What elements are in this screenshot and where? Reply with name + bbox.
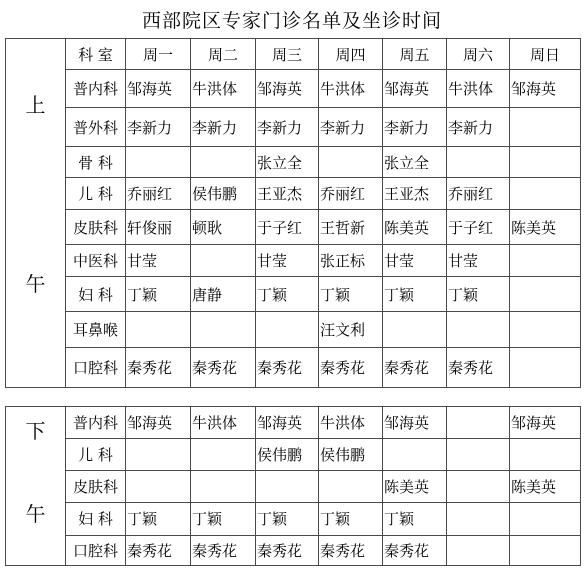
doctor-cell: 唐静 [191,277,256,312]
department-cell: 口腔科 [66,348,126,388]
doctor-cell: 秦秀花 [383,535,447,565]
afternoon-schedule-table [5,406,581,566]
doctor-cell: 丁颖 [126,503,191,535]
department-header: 科 室 [66,39,126,70]
doctor-cell: 李新力 [319,108,383,147]
department-cell: 皮肤科 [66,210,126,245]
doctor-cell: 秦秀花 [319,535,383,565]
department-cell: 普内科 [66,70,126,108]
doctor-cell [447,407,510,439]
doctor-cell: 乔丽红 [126,178,191,210]
doctor-cell: 王哲新 [319,210,383,245]
doctor-cell: 邹海英 [126,407,191,439]
doctor-cell [510,277,581,312]
doctor-cell: 侯伟鹏 [256,439,319,470]
weekday-header: 周三 [256,39,319,70]
doctor-cell: 邹海英 [126,70,191,108]
schedule-row [6,312,581,348]
doctor-cell: 李新力 [447,108,510,147]
doctor-cell: 甘莹 [447,245,510,277]
doctor-cell [256,470,319,502]
doctor-cell: 王亚杰 [383,178,447,210]
doctor-cell: 秦秀花 [191,535,256,565]
doctor-cell: 秦秀花 [319,348,383,388]
doctor-cell [510,312,581,348]
weekday-header: 周五 [383,39,447,70]
schedule-row [6,210,581,245]
schedule-row [6,348,581,388]
period-cell [6,407,66,566]
doctor-cell [510,108,581,147]
weekday-header: 周日 [510,39,581,70]
doctor-cell: 丁颖 [383,277,447,312]
doctor-cell [191,470,256,502]
doctor-cell: 陈美英 [510,470,581,502]
doctor-cell [191,147,256,178]
doctor-cell: 张立全 [383,147,447,178]
doctor-cell: 张立全 [256,147,319,178]
doctor-cell: 丁颖 [383,503,447,535]
page-title: 西部院区专家门诊名单及坐诊时间 [141,10,442,32]
schedule-row [6,178,581,210]
doctor-cell: 丁颖 [319,277,383,312]
doctor-cell: 邹海英 [510,70,581,108]
department-cell: 口腔科 [66,535,126,565]
weekday-header: 周二 [191,39,256,70]
doctor-cell: 陈美英 [383,210,447,245]
period-label-bottom: 午 [25,272,46,296]
doctor-cell: 秦秀花 [447,348,510,388]
department-cell: 妇 科 [66,503,126,535]
doctor-cell [447,312,510,348]
doctor-cell: 丁颖 [447,277,510,312]
doctor-cell: 汪文利 [319,312,383,348]
period-label-top: 上 [25,93,46,117]
doctor-cell: 秦秀花 [126,535,191,565]
doctor-cell: 李新力 [126,108,191,147]
department-cell: 妇 科 [66,277,126,312]
doctor-cell: 乔丽红 [447,178,510,210]
doctor-cell: 侯伟鹏 [319,439,383,470]
doctor-cell: 乔丽红 [319,178,383,210]
doctor-cell: 牛洪体 [447,70,510,108]
department-cell: 中医科 [66,245,126,277]
doctor-cell: 甘莹 [383,245,447,277]
doctor-cell: 丁颖 [256,277,319,312]
schedule-row [6,407,581,439]
doctor-cell: 秦秀花 [256,348,319,388]
department-cell: 普内科 [66,407,126,439]
doctor-cell: 牛洪体 [191,70,256,108]
doctor-cell: 顿耿 [191,210,256,245]
doctor-cell: 邹海英 [510,407,581,439]
doctor-cell [510,348,581,388]
doctor-cell: 邹海英 [383,70,447,108]
doctor-cell: 邹海英 [256,70,319,108]
doctor-cell: 于子红 [256,210,319,245]
doctor-cell [126,312,191,348]
doctor-cell [510,178,581,210]
department-cell: 耳鼻喉 [66,312,126,348]
period-cell [6,39,66,388]
doctor-cell: 秦秀花 [256,535,319,565]
doctor-cell: 丁颖 [256,503,319,535]
doctor-cell [383,439,447,470]
schedule-row [6,470,581,502]
doctor-cell: 牛洪体 [319,407,383,439]
department-cell: 皮肤科 [66,470,126,502]
doctor-cell [126,147,191,178]
schedule-row [6,503,581,535]
schedule-row [6,147,581,178]
doctor-cell: 牛洪体 [319,70,383,108]
doctor-cell [191,245,256,277]
doctor-cell: 丁颖 [126,277,191,312]
doctor-cell [319,470,383,502]
doctor-cell: 张正标 [319,245,383,277]
department-cell: 普外科 [66,108,126,147]
doctor-cell [191,312,256,348]
doctor-cell: 秦秀花 [191,348,256,388]
doctor-cell: 王亚杰 [256,178,319,210]
doctor-cell: 丁颖 [191,503,256,535]
weekday-header: 周一 [126,39,191,70]
schedule-row [6,535,581,565]
doctor-cell [447,470,510,502]
doctor-cell: 甘莹 [126,245,191,277]
doctor-cell: 李新力 [383,108,447,147]
doctor-cell: 丁颖 [319,503,383,535]
schedule-row [6,70,581,108]
morning-schedule-table [5,38,581,388]
department-cell: 骨 科 [66,147,126,178]
doctor-cell [447,535,510,565]
doctor-cell: 李新力 [256,108,319,147]
header-row [6,39,581,70]
department-cell: 儿 科 [66,439,126,470]
doctor-cell [510,503,581,535]
department-cell: 儿 科 [66,178,126,210]
schedule-row [6,439,581,470]
doctor-cell [126,439,191,470]
weekday-header: 周六 [447,39,510,70]
doctor-cell: 邹海英 [383,407,447,439]
doctor-cell [510,535,581,565]
schedule-row [6,245,581,277]
doctor-cell: 邹海英 [256,407,319,439]
weekday-header: 周四 [319,39,383,70]
doctor-cell: 轩俊丽 [126,210,191,245]
doctor-cell: 陈美英 [383,470,447,502]
doctor-cell [383,312,447,348]
doctor-cell [510,147,581,178]
doctor-cell [319,147,383,178]
doctor-cell [256,312,319,348]
doctor-cell [447,147,510,178]
doctor-cell: 侯伟鹏 [191,178,256,210]
schedule-row [6,277,581,312]
doctor-cell: 于子红 [447,210,510,245]
doctor-cell [510,439,581,470]
doctor-cell: 秦秀花 [126,348,191,388]
doctor-cell: 秦秀花 [383,348,447,388]
doctor-cell [126,470,191,502]
doctor-cell: 陈美英 [510,210,581,245]
period-label-bottom: 午 [25,502,46,526]
doctor-cell: 甘莹 [256,245,319,277]
doctor-cell [447,439,510,470]
doctor-cell [510,245,581,277]
doctor-cell [447,503,510,535]
doctor-cell: 牛洪体 [191,407,256,439]
doctor-cell [191,439,256,470]
schedule-row [6,108,581,147]
period-label-top: 下 [25,419,46,443]
doctor-cell: 李新力 [191,108,256,147]
